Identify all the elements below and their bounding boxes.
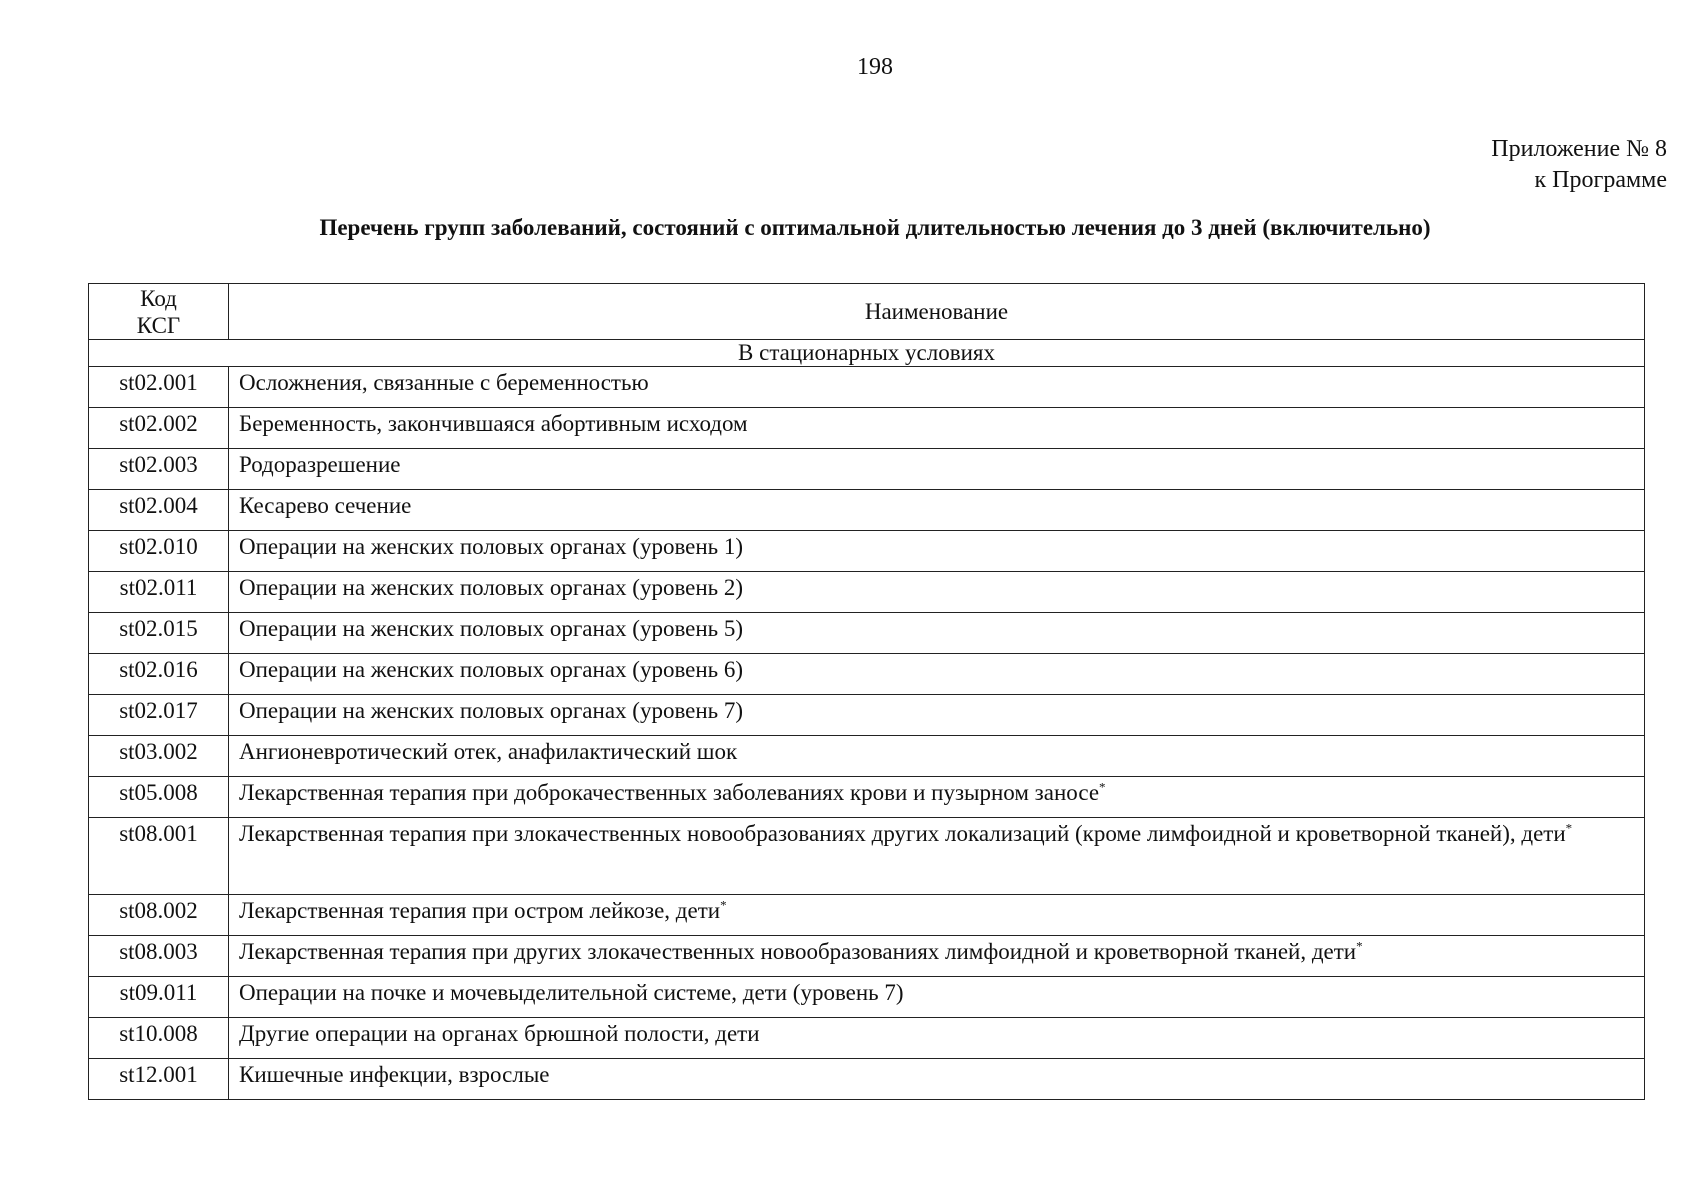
ksg-name-cell (229, 818, 1645, 895)
ksg-name-text: Лекарственная терапия при других злокачественных новообразованиях лимфоидной и кроветворной тканей, дети (239, 939, 1357, 964)
ksg-code-cell: st12.001 (89, 1059, 229, 1100)
table-row (89, 695, 1645, 736)
ksg-name-cell (229, 449, 1645, 490)
table-row (89, 1059, 1645, 1100)
footnote-mark: * (720, 897, 727, 913)
ksg-name-text: Осложнения, связанные с беременностью (239, 370, 649, 395)
ksg-code-cell: st02.015 (89, 613, 229, 654)
section-label: В стационарных условиях (89, 340, 1645, 367)
ksg-code-cell: st10.008 (89, 1018, 229, 1059)
ksg-name-cell (229, 613, 1645, 654)
ksg-code-cell: st08.002 (89, 895, 229, 936)
footnote-mark: * (1565, 820, 1573, 836)
ksg-code-cell: st02.016 (89, 654, 229, 695)
ksg-code-cell: st02.003 (89, 449, 229, 490)
ksg-name-cell (229, 695, 1645, 736)
table-row (89, 490, 1645, 531)
table-row (89, 818, 1645, 895)
footnote-mark: * (1099, 779, 1106, 795)
ksg-name-cell (229, 977, 1645, 1018)
ksg-name-cell (229, 777, 1645, 818)
ksg-name-cell (229, 1018, 1645, 1059)
appendix-caption (1491, 134, 1667, 196)
table-row (89, 736, 1645, 777)
header-code-line-2: КСГ (136, 312, 181, 338)
ksg-name-cell (229, 408, 1645, 449)
ksg-name-text: Ангионевротический отек, анафилактический шок (239, 739, 738, 764)
ksg-code-cell: st02.011 (89, 572, 229, 613)
page-number: 198 (857, 54, 893, 80)
table-row (89, 895, 1645, 936)
table-row (89, 531, 1645, 572)
ksg-name-text: Операции на женских половых органах (уровень 2) (239, 575, 744, 600)
ksg-code-cell: st09.011 (89, 977, 229, 1018)
ksg-name-text: Кишечные инфекции, взрослые (239, 1062, 550, 1087)
header-name: Наименование (229, 284, 1645, 340)
ksg-code-cell: st02.010 (89, 531, 229, 572)
header-code (89, 284, 229, 340)
document-title: Перечень групп заболеваний, состояний с оптимальной длительностью лечения до 3 дней (включительно) (319, 215, 1431, 240)
table-body (89, 340, 1645, 1100)
ksg-name-cell (229, 490, 1645, 531)
ksg-code-cell: st05.008 (89, 777, 229, 818)
table-row (89, 977, 1645, 1018)
ksg-code-cell: st02.004 (89, 490, 229, 531)
ksg-code-cell: st02.001 (89, 367, 229, 408)
header-code-line-1: Код (140, 285, 177, 311)
ksg-name-text: Другие операции на органах брюшной полости, дети (239, 1021, 760, 1046)
table-row (89, 777, 1645, 818)
ksg-name-cell (229, 367, 1645, 408)
ksg-code-cell: st03.002 (89, 736, 229, 777)
appendix-line-1: Приложение № 8 (1491, 136, 1667, 162)
ksg-name-text: Операции на женских половых органах (уровень 5) (239, 616, 744, 641)
ksg-name-text: Лекарственная терапия при остром лейкозе, дети (239, 898, 721, 923)
table-row (89, 367, 1645, 408)
table-row (89, 449, 1645, 490)
ksg-name-cell (229, 531, 1645, 572)
ksg-code-cell: st02.002 (89, 408, 229, 449)
appendix-line-2: к Программе (1534, 167, 1667, 193)
table-row (89, 408, 1645, 449)
ksg-name-cell (229, 1059, 1645, 1100)
ksg-code-cell: st02.017 (89, 695, 229, 736)
table-row (89, 936, 1645, 977)
section-row (89, 340, 1645, 367)
ksg-code-cell: st08.003 (89, 936, 229, 977)
ksg-name-text: Кесарево сечение (239, 493, 412, 518)
ksg-name-cell (229, 895, 1645, 936)
ksg-name-cell (229, 572, 1645, 613)
table-row (89, 613, 1645, 654)
ksg-table (88, 283, 1645, 1100)
ksg-name-text: Беременность, закончившаяся абортивным исходом (239, 411, 748, 436)
ksg-code-cell: st08.001 (89, 818, 229, 895)
table-header-row (89, 284, 1645, 340)
ksg-name-cell (229, 654, 1645, 695)
ksg-name-text: Лекарственная терапия при злокачественных новообразованиях других локализаций (кроме лимфоидной и кроветворной тканей), дети (239, 821, 1566, 846)
ksg-name-text: Лекарственная терапия при доброкачественных заболеваниях крови и пузырном заносе (239, 780, 1100, 805)
ksg-name-cell (229, 736, 1645, 777)
ksg-name-text: Операции на женских половых органах (уровень 7) (239, 698, 744, 723)
table-row (89, 572, 1645, 613)
ksg-name-cell (229, 936, 1645, 977)
ksg-name-text: Операции на женских половых органах (уровень 6) (239, 657, 744, 682)
footnote-mark: * (1356, 938, 1363, 954)
table-row (89, 654, 1645, 695)
ksg-name-text: Операции на почке и мочевыделительной системе, дети (уровень 7) (239, 980, 904, 1005)
table-row (89, 1018, 1645, 1059)
ksg-name-text: Родоразрешение (239, 452, 401, 477)
ksg-name-text: Операции на женских половых органах (уровень 1) (239, 534, 744, 559)
